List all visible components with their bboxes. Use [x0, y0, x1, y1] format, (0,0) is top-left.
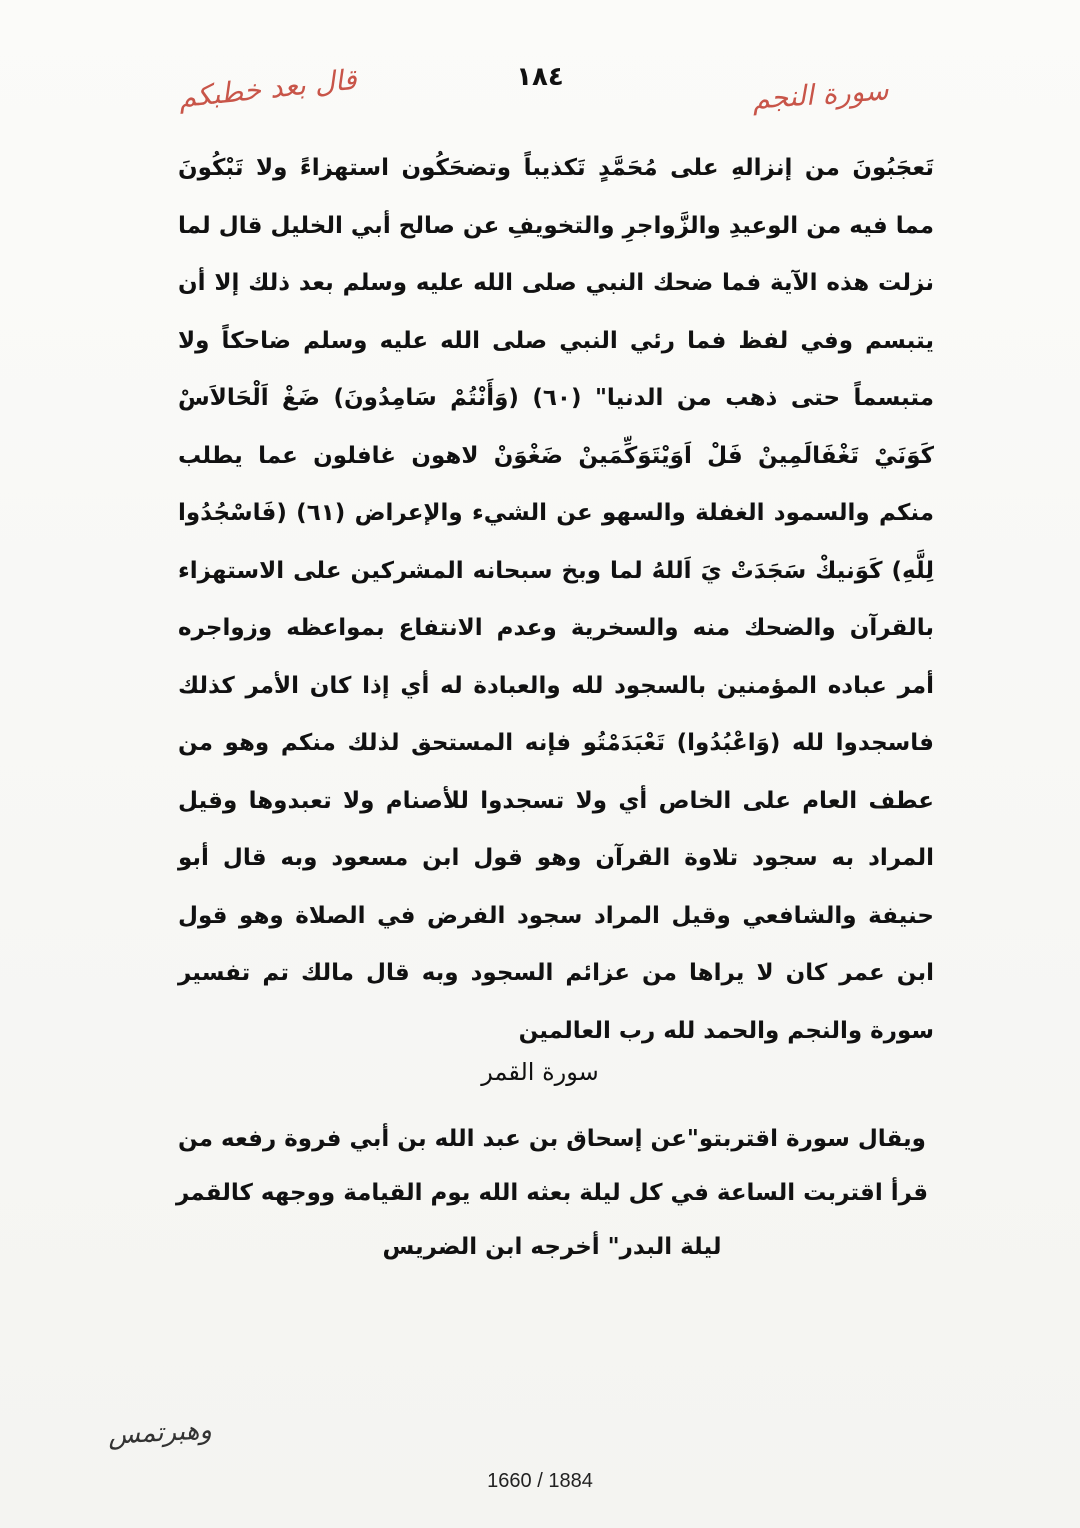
page-indicator: 1660 / 1884	[487, 1470, 593, 1492]
body-paragraph: تَعجَبُونَ من إنزالهِ على مُحَمَّدٍ تَكذيباً وتضحَكُون استهزاءً ولا تَبْكُونَ مما فيه من الوعيدِ والزَّواجرِ والتخويفِ عن صالح أبي الخليل قال لما نزلت هذه الآية فما ضحك النبي صلى الله عليه وسلم بعد ذلك إلا أن يتبسم وفي لفظ فما رئي النبي صلى الله عليه وسلم ضاحكاً ولا متبسماً حتى ذهب من الدنيا" (٦٠) (وَأَنْتُمْ سَامِدُونَ) ضَغْ اَلْحَالاَسْ كَوَنَيْ تَغْفَالَمِينْ فَلْ اَوَيْتَوَكِّمَينْ ضَغْوَنْ لاهون غافلون عما يطلب منكم والسمود الغفلة والسهو عن الشيء والإعراض (٦١) (فَاسْجُدُوا لِلَّهِ) كَوَنيكْ سَجَدَتْ يَ اَللهُ لما وبخ سبحانه المشركين على الاستهزاء بالقرآن والضحك منه والسخرية وعدم الانتفاع بمواعظه وزواجره أمر عباده المؤمنين بالسجود لله والعبادة له أي إذا كان الأمر كذلك فاسجدوا لله (وَاعْبُدُوا) تَعْبَدَمْتُو فإنه المستحق لذلك منكم وهو من عطف العام على الخاص أي ولا تسجدوا للأصنام ولا تعبدوها وقيل المراد به سجود تلاوة القرآن وهو قول ابن مسعود وبه قال أبو حنيفة والشافعي وقيل المراد سجود الفرض في الصلاة وهو قول ابن عمر كان لا يراها من عزائم السجود وبه قال مالك تم تفسير سورة والنجم والحمد لله رب العالمين	[178, 155, 935, 1044]
handwritten-note-left: قال بعد خطبكم	[176, 62, 359, 115]
page-number: ١٨٤	[516, 62, 564, 92]
handwritten-note-right: سورة النجم	[751, 73, 890, 116]
handwritten-signature: وهبرتمس	[107, 1415, 213, 1451]
section-title: سورة القمر	[481, 1058, 599, 1086]
section-text: ويقال سورة اقتربتو"عن إسحاق بن عبد الله بن أبي فروة رفعه من قرأ اقتربت الساعة في كل ليلة بعثه الله يوم القيامة ووجهه كالقمر ليلة البدر" أخرجه ابن الضريس	[175, 1126, 928, 1260]
body-text	[178, 140, 934, 1060]
